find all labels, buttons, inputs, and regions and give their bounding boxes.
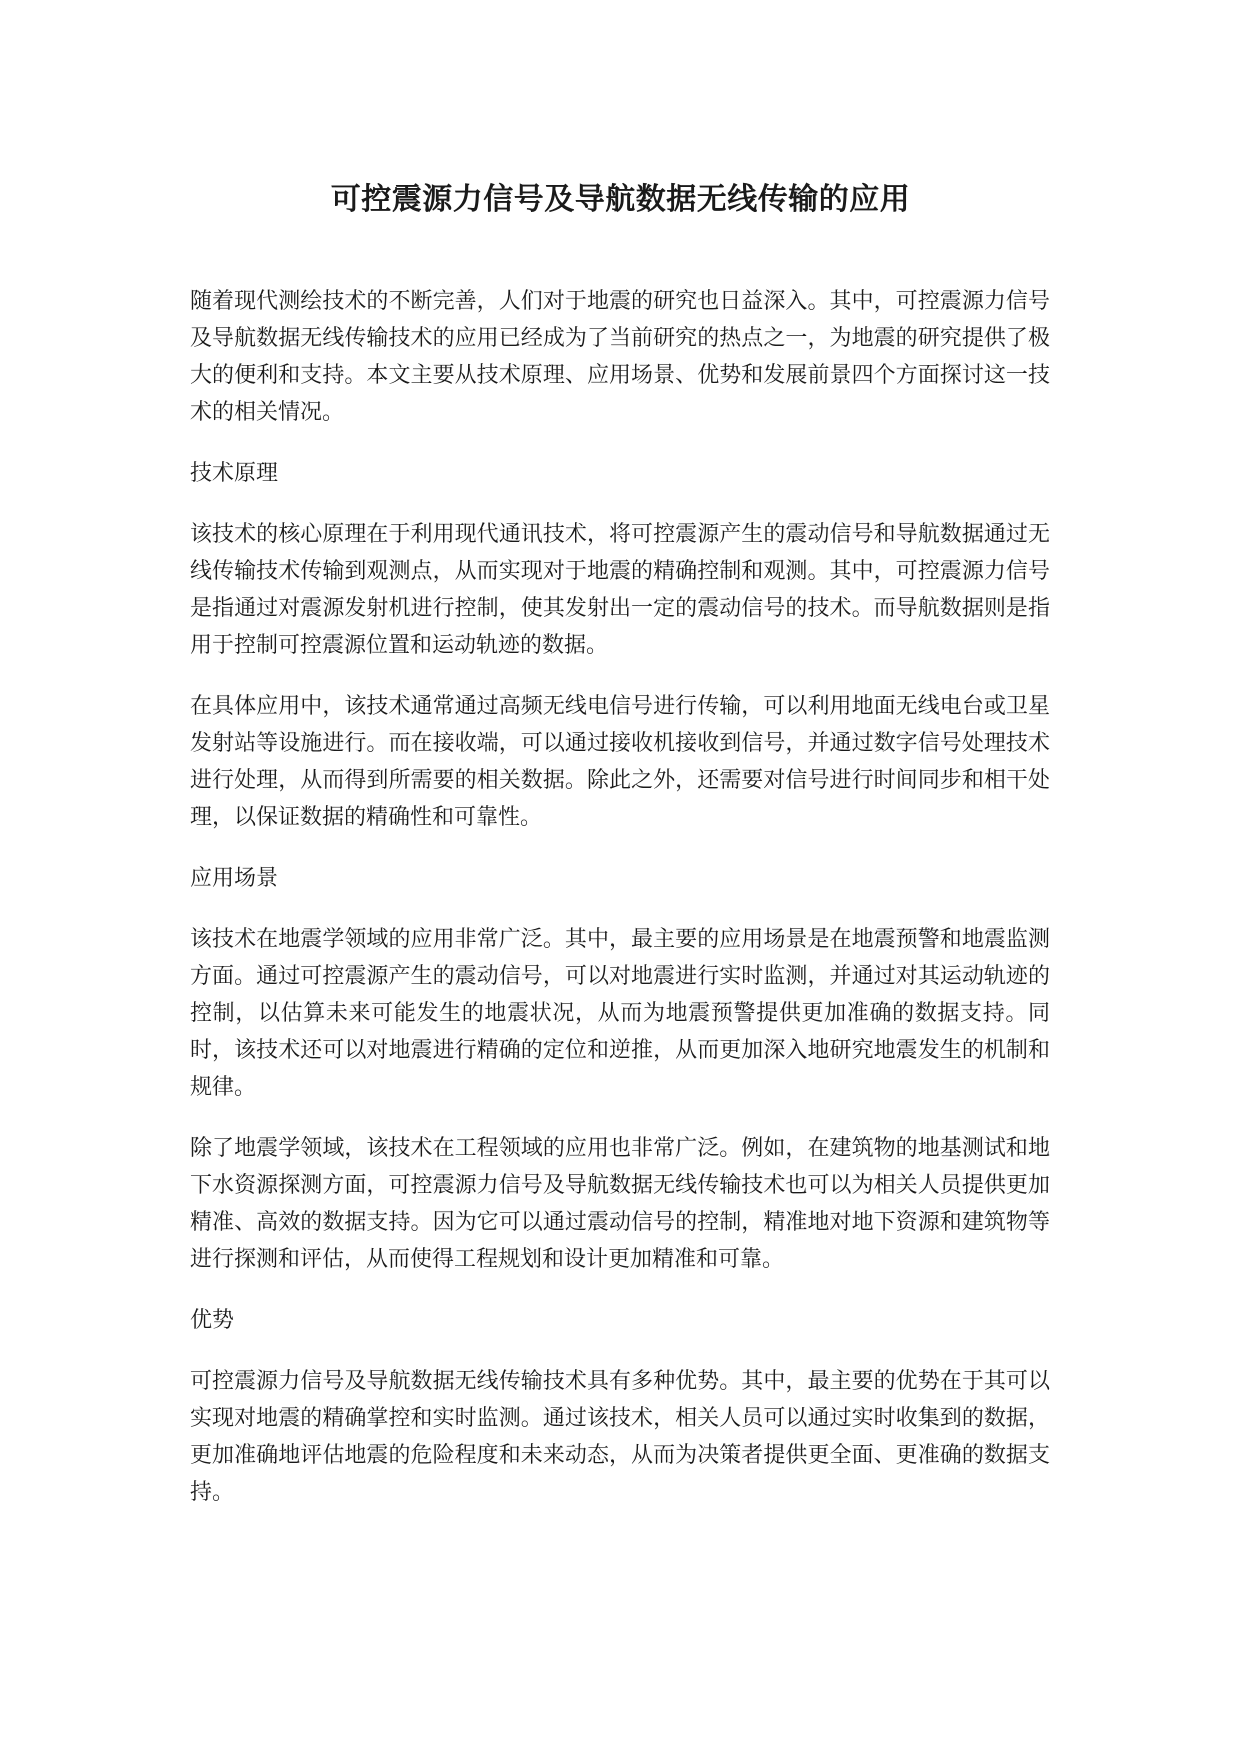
- principle-paragraph-2: 在具体应用中，该技术通常通过高频无线电信号进行传输，可以利用地面无线电台或卫星发射站等设施进行。而在接收端，可以通过接收机接收到信号，并通过数字信号处理技术进行处理，从而得到所需要的相关数据。除此之外，还需要对信号进行时间同步和相干处理，以保证数据的精确性和可靠性。: [190, 694, 1050, 830]
- document-body: [190, 283, 1050, 1535]
- section-heading-advantages: 优势: [190, 1308, 235, 1333]
- document-title: 可控震源力信号及导航数据无线传输的应用: [330, 182, 911, 217]
- section-heading-scenarios: 应用场景: [190, 866, 279, 891]
- intro-paragraph: 随着现代测绘技术的不断完善，人们对于地震的研究也日益深入。其中，可控震源力信号及导航数据无线传输技术的应用已经成为了当前研究的热点之一，为地震的研究提供了极大的便利和支持。本文主要从技术原理、应用场景、优势和发展前景四个方面探讨这一技术的相关情况。: [190, 289, 1050, 425]
- scenarios-paragraph-2: 除了地震学领域，该技术在工程领域的应用也非常广泛。例如，在建筑物的地基测试和地下水资源探测方面，可控震源力信号及导航数据无线传输技术也可以为相关人员提供更加精准、高效的数据支持。因为它可以通过震动信号的控制，精准地对地下资源和建筑物等进行探测和评估，从而使得工程规划和设计更加精准和可靠。: [190, 1136, 1050, 1272]
- scenarios-paragraph-1: 该技术在地震学领域的应用非常广泛。其中，最主要的应用场景是在地震预警和地震监测方面。通过可控震源产生的震动信号，可以对地震进行实时监测，并通过对其运动轨迹的控制，以估算未来可能发生的地震状况，从而为地震预警提供更加准确的数据支持。同时，该技术还可以对地震进行精确的定位和逆推，从而更加深入地研究地震发生的机制和规律。: [190, 927, 1050, 1100]
- advantages-paragraph: 可控震源力信号及导航数据无线传输技术具有多种优势。其中，最主要的优势在于其可以实现对地震的精确掌控和实时监测。通过该技术，相关人员可以通过实时收集到的数据，更加准确地评估地震的危险程度和未来动态，从而为决策者提供更全面、更准确的数据支持。: [190, 1369, 1050, 1505]
- section-heading-principle: 技术原理: [190, 461, 279, 486]
- principle-paragraph-1: 该技术的核心原理在于利用现代通讯技术，将可控震源产生的震动信号和导航数据通过无线传输技术传输到观测点，从而实现对于地震的精确控制和观测。其中，可控震源力信号是指通过对震源发射机进行控制，使其发射出一定的震动信号的技术。而导航数据则是指用于控制可控震源位置和运动轨迹的数据。: [190, 522, 1050, 658]
